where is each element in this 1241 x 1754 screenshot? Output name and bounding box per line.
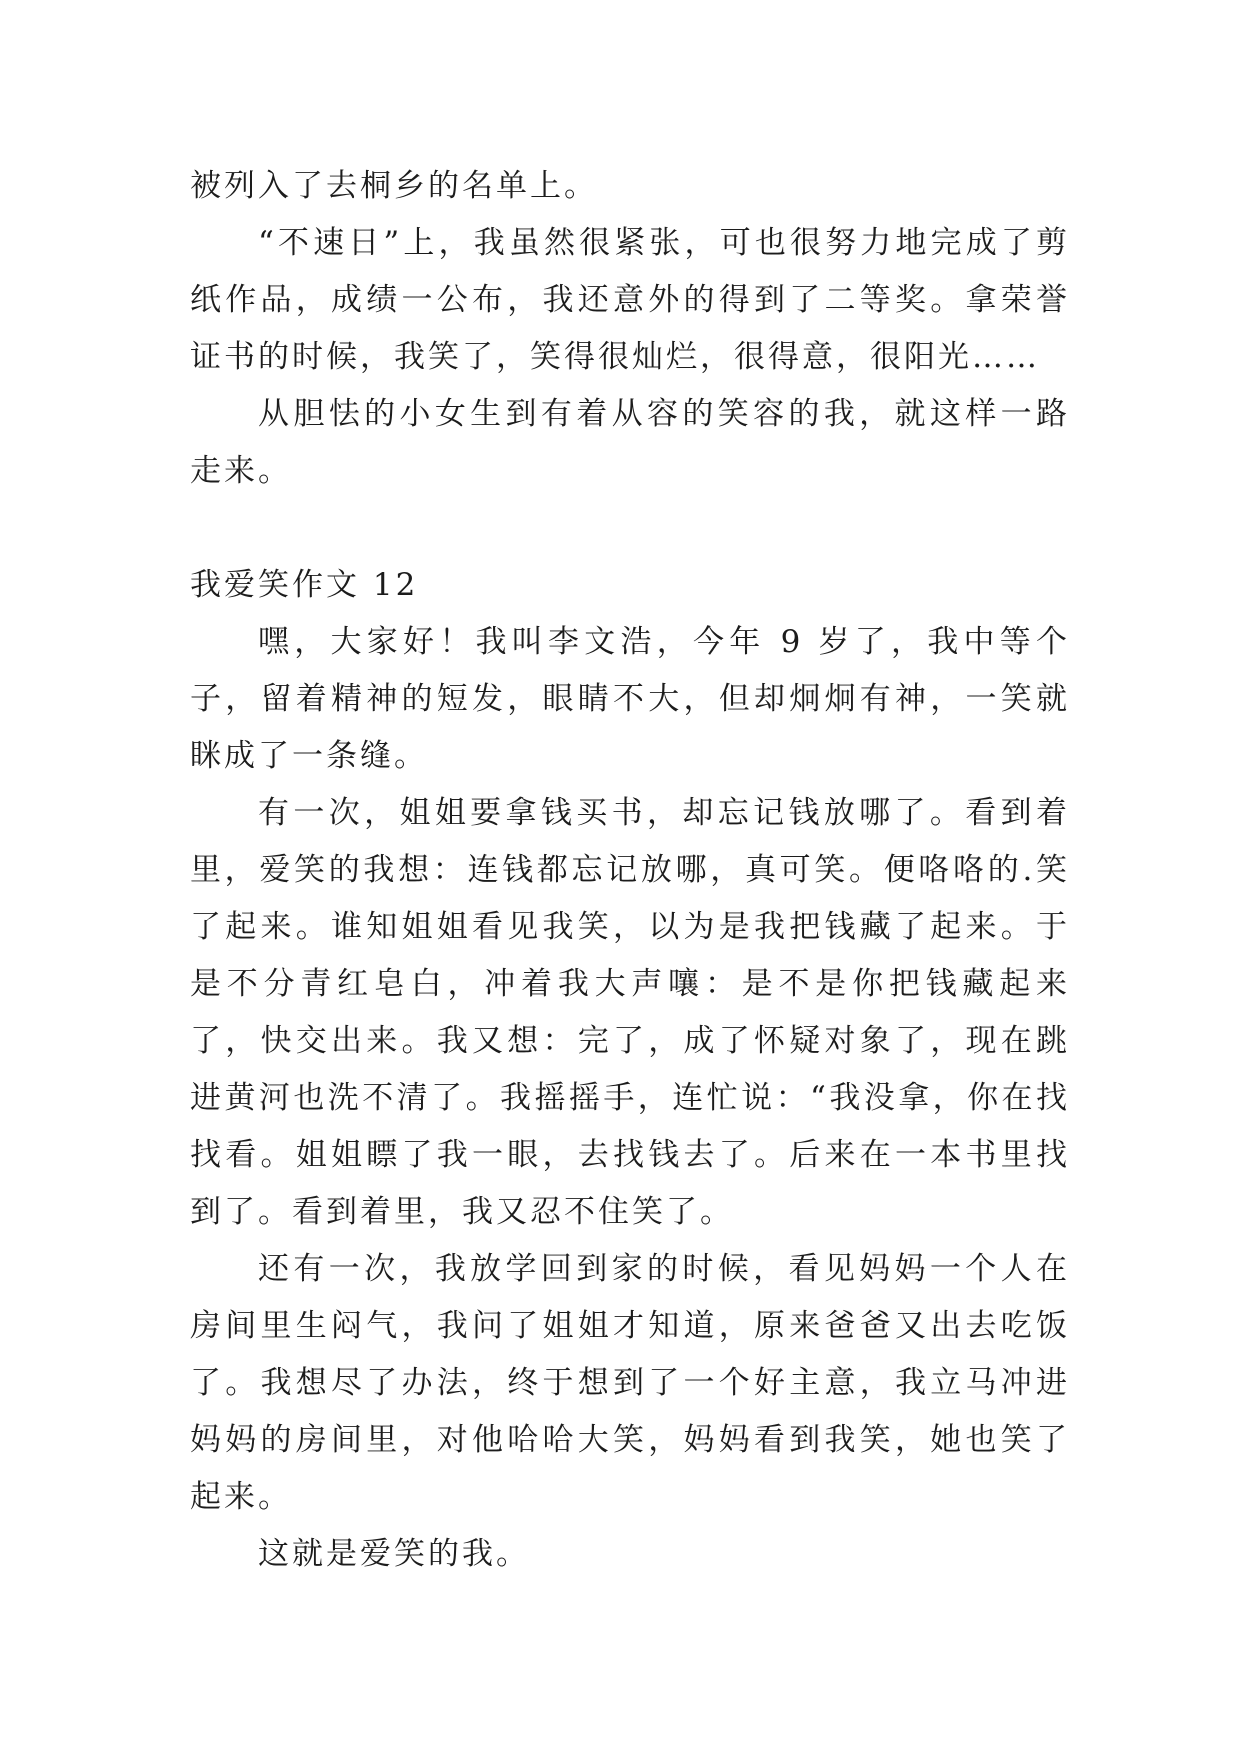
paragraph-intro: 嘿，大家好！我叫李文浩，今年 9 岁了，我中等个子，留着精神的短发，眼睛不大，但却炯炯有神，一笑就眯成了一条缝。: [190, 624, 1070, 774]
paragraph-sister-money: 有一次，姐姐要拿钱买书，却忘记钱放哪了。看到着里，爱笑的我想：连钱都忘记放哪，真可笑。便咯咯的.笑了起来。谁知姐姐看见我笑，以为是我把钱藏了起来。于是不分青红皂白，冲着我大声嚷：是不是你把钱藏起来了，快交出来。我又想：完了，成了怀疑对象了，现在跳进黄河也洗不清了。我摇摇手，连忙说：“我没拿，你在找找看。姐姐瞟了我一眼，去找钱去了。后来在一本书里找到了。看到着里，我又忍不住笑了。: [190, 795, 1070, 1230]
section-spacer: [190, 500, 1070, 557]
paragraph-competition: “不速日”上，我虽然很紧张，可也很努力地完成了剪纸作品，成绩一公布，我还意外的得到了二等奖。拿荣誉证书的时候，我笑了，笑得很灿烂，很得意，很阳光……: [190, 225, 1070, 375]
section-title: 我爱笑作文 12: [190, 567, 419, 603]
paragraph-mother: 还有一次，我放学回到家的时候，看见妈妈一个人在房间里生闷气，我问了姐姐才知道，原来爸爸又出去吃饭了。我想尽了办法，终于想到了一个好主意，我立马冲进妈妈的房间里，对他哈哈大笑，妈妈看到我笑，她也笑了起来。: [190, 1251, 1070, 1515]
document-body: [190, 158, 1070, 1583]
paragraph-conclusion: 从胆怯的小女生到有着从容的笑容的我，就这样一路走来。: [190, 396, 1070, 489]
paragraph-continued: 被列入了去桐乡的名单上。: [190, 168, 598, 204]
paragraph-ending: 这就是爱笑的我。: [258, 1536, 530, 1572]
